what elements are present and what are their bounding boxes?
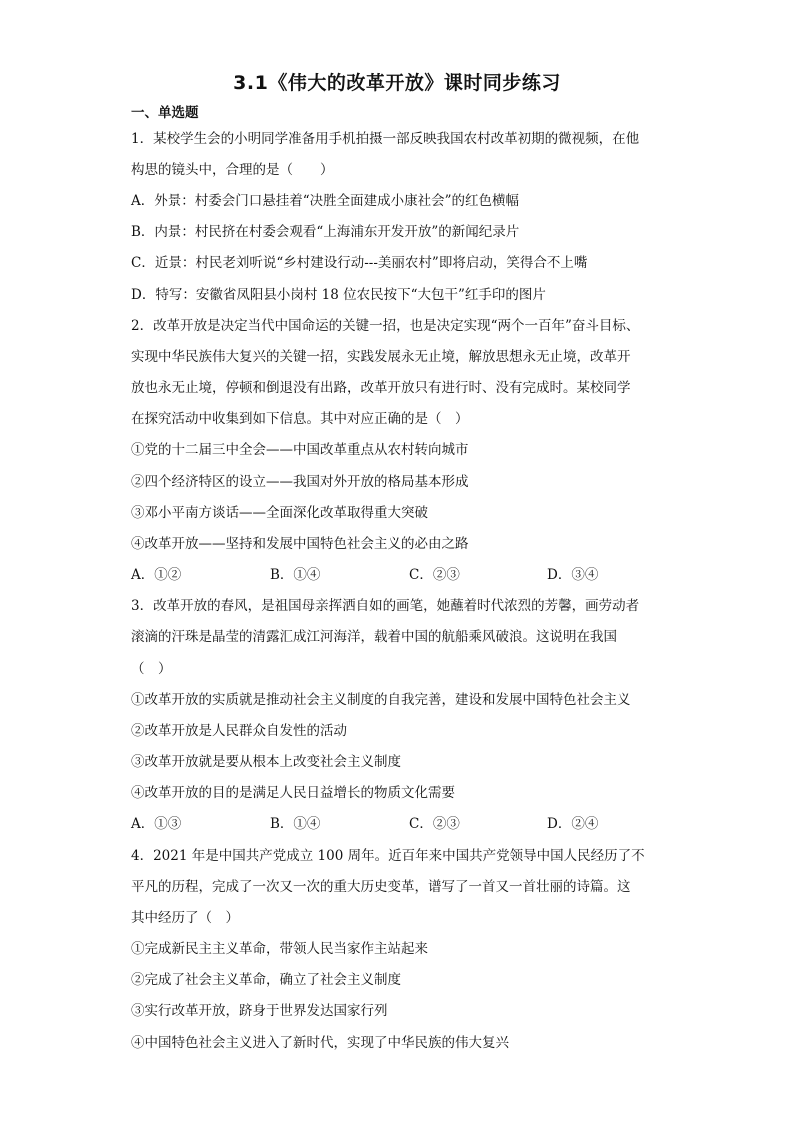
q1-stem-line-1: 1．某校学生会的小明同学准备用手机拍摄一部反映我国农村改革初期的微视频，在他: [131, 131, 640, 147]
q2-stem-line-1: 2．改革开放是决定当代中国命运的关键一招，也是决定实现“两个一百年”奋斗目标、: [131, 318, 640, 334]
q2-statement-2: ②四个经济特区的设立——我国对外开放的格局基本形成: [131, 474, 469, 490]
q1-option-c: C．近景：村民老刘听说“乡村建设行动---美丽农村”即将启动，笑得合不上嘴: [131, 255, 588, 271]
q3-statement-3: ③改革开放就是要从根本上改变社会主义制度: [131, 754, 401, 770]
q2-option-b: B．①④: [270, 567, 321, 583]
q4-statement-3: ③实行改革开放，跻身于世界发达国家行列: [131, 1003, 388, 1019]
q3-statement-1: ①改革开放的实质就是推动社会主义制度的自我完善，建设和发展中国特色社会主义: [131, 692, 631, 708]
q2-stem-line-3: 放也永无止境，停顿和倒退没有出路，改革开放只有进行时、没有完成时。某校同学: [131, 380, 631, 396]
q4-stem-line-2: 平凡的历程，完成了一次又一次的重大历史变革，谱写了一首又一首壮丽的诗篇。这: [131, 879, 631, 895]
q3-statement-2: ②改革开放是人民群众自发性的活动: [131, 723, 347, 739]
q4-statement-2: ②完成了社会主义革命，确立了社会主义制度: [131, 972, 401, 988]
q1-option-a: A．外景：村委会门口悬挂着“决胜全面建成小康社会”的红色横幅: [131, 193, 520, 209]
q2-statement-4: ④改革开放——坚持和发展中国特色社会主义的必由之路: [131, 536, 469, 552]
q2-option-d: D．③④: [547, 567, 599, 583]
q2-statement-3: ③邓小平南方谈话——全面深化改革取得重大突破: [131, 505, 428, 521]
q2-stem-line-2: 实现中华民族伟大复兴的关键一招，实践发展永无止境，解放思想永无止境，改革开: [131, 349, 631, 365]
q1-stem-line-2: 构思的镜头中，合理的是（ ）: [131, 162, 334, 178]
section-heading: 一、单选题: [131, 105, 199, 121]
q3-option-a: A．①③: [131, 816, 182, 832]
q2-stem-line-4: 在探究活动中收集到如下信息。其中对应正确的是（ ）: [131, 411, 469, 427]
q4-stem-line-1: 4．2021 年是中国共产党成立 100 周年。近百年来中国共产党领导中国人民经历了不: [131, 848, 645, 864]
q3-stem-line-2: 滚滴的汗珠是晶莹的清露汇成江河海洋，载着中国的航船乘风破浪。这说明在我国: [131, 629, 617, 645]
q3-option-d: D．②④: [547, 816, 599, 832]
q3-stem-line-1: 3．改革开放的春风，是祖国母亲挥洒自如的画笔，她蘸着时代浓烈的芳馨，画劳动者: [131, 598, 640, 614]
q3-stem-line-3: （ ）: [131, 661, 172, 677]
q2-statement-1: ①党的十二届三中全会——中国改革重点从农村转向城市: [131, 442, 469, 458]
q4-statement-4: ④中国特色社会主义进入了新时代，实现了中华民族的伟大复兴: [131, 1035, 509, 1051]
q1-option-b: B．内景：村民挤在村委会观看“上海浦东开发开放”的新闻纪录片: [131, 224, 520, 240]
q3-option-c: C．②③: [409, 816, 460, 832]
q2-option-c: C．②③: [409, 567, 460, 583]
q1-option-d: D．特写：安徽省凤阳县小岗村 18 位农民按下“大包干”红手印的图片: [131, 287, 546, 303]
q2-option-a: A．①②: [131, 567, 182, 583]
q3-statement-4: ④改革开放的目的是满足人民日益增长的物质文化需要: [131, 785, 455, 801]
q4-stem-line-3: 其中经历了（ ）: [131, 910, 239, 926]
q3-option-b: B．①④: [270, 816, 321, 832]
q4-statement-1: ①完成新民主主义革命，带领人民当家作主站起来: [131, 941, 428, 957]
page-title: 3.1《伟大的改革开放》课时同步练习: [233, 72, 561, 94]
